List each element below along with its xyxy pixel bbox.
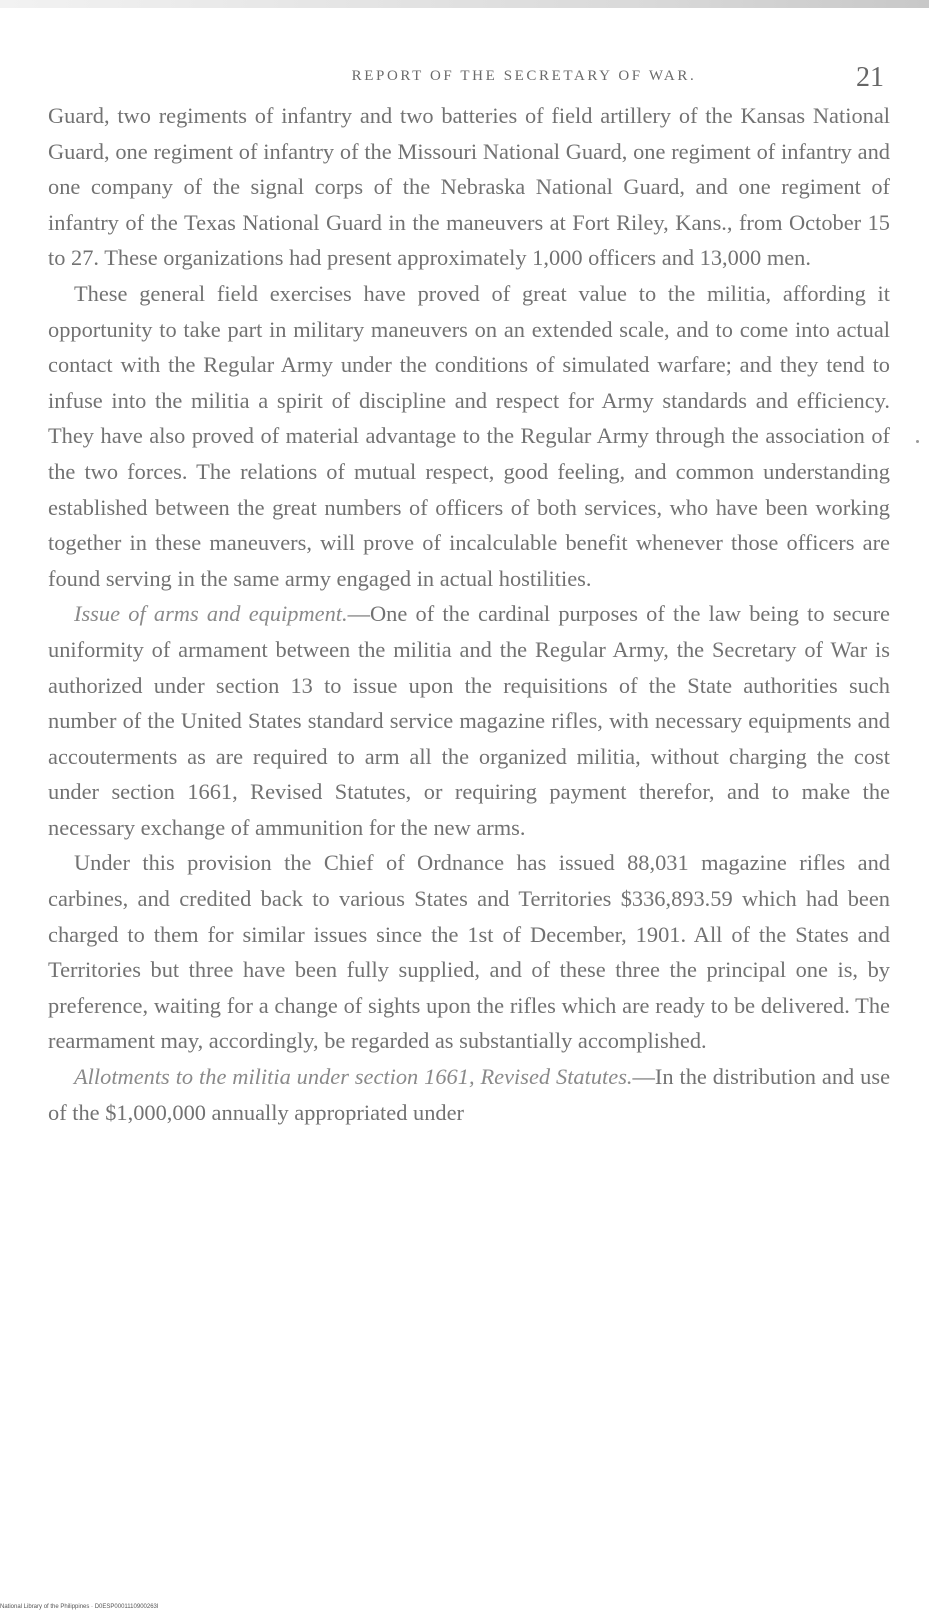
- paragraph-ordnance-issue: Under this provision the Chief of Ordnance has issued 88,031 magazine rifles and carbines, and credited back to various States and Territories $336,893.59 which had been charged to them for similar issues since the 1st of December, 1901. All of the States and Territories but three have been fully supplied, and of these three the principal one is, by preference, waiting for a change of sights upon the rifles which are ready to be delivered. The rearmament may, accordingly, be regarded as substantially accomplished.: [48, 850, 890, 1054]
- page-top-edge: [0, 0, 929, 8]
- scan-credit: National Library of the Philippines · D0ESP0001110900263I: [0, 1604, 159, 1610]
- section-heading-issue-of-arms: Issue of arms and equipment.: [74, 601, 348, 627]
- paragraph-allotments: [48, 1059, 890, 1130]
- running-head: [48, 62, 890, 98]
- margin-mark: [916, 440, 919, 443]
- paragraph-field-exercises: These general field exercises have proved of great value to the militia, affording it opportunity to take part in military maneuvers on an extended scale, and to come into actual contact with the Regular Army under the conditions of simulated warfare; and they tend to infuse into the militia a spirit of discipline and respect for Army standards and efficiency. They have also proved of material advantage to the Regular Army through the association of the two forces. The relations of mutual respect, good feeling, and common understanding established between the great numbers of officers of both services, who have been working together in these maneuvers, will prove of incalculable benefit whenever those officers are found serving in the same army engaged in actual hostilities.: [48, 280, 890, 591]
- page-number: 21: [856, 62, 884, 93]
- paragraph-issue-of-arms: [48, 596, 890, 845]
- paragraph-allotments-body: —In the distribution and use of the $1,000,000 annually appropriated under: [48, 1064, 891, 1125]
- document-page: [48, 62, 890, 1130]
- paragraph-issue-of-arms-body: —One of the cardinal purposes of the law being to secure uniformity of armament between the militia and the Regular Army, the Secretary of War is authorized under section 13 to issue upon the requisitions of the State authorities such number of the United States standard service magazine rifles, with necessary equipments and accouterments as are required to arm all the organized militia, without charging the cost under section 1661, Revised Statutes, or requiring payment therefor, and to make the necessary exchange of ammunition for the new arms.: [48, 601, 890, 840]
- paragraph-continuation: Guard, two regiments of infantry and two batteries of field artillery of the Kansas National Guard, one regiment of infantry of the Missouri National Guard, one regiment of infantry and one company of the signal corps of the Nebraska National Guard, and one regiment of infantry of the Texas National Guard in the maneuvers at Fort Riley, Kans., from October 15 to 27. These organizations had present approximately 1,000 officers and 13,000 men.: [48, 103, 890, 271]
- running-title: REPORT OF THE SECRETARY OF WAR.: [351, 68, 697, 84]
- section-heading-allotments: Allotments to the militia under section 1661, Revised Statutes.: [74, 1064, 633, 1090]
